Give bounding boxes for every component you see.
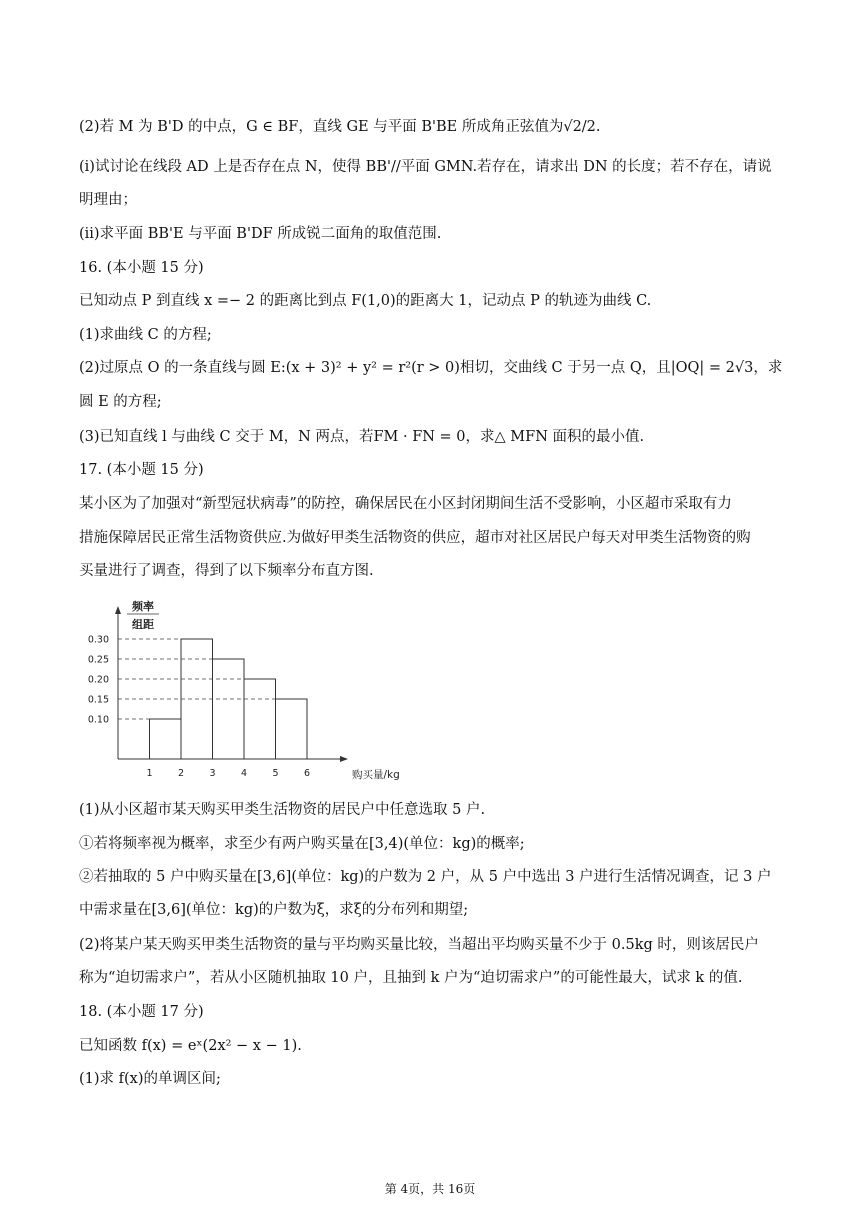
text-line: 明理由； (79, 192, 137, 208)
text-line: 中需求量在[3,6](单位：kg)的户数为ξ，求ξ的分布列和期望; (79, 902, 469, 918)
text-line: (1)求 f(x)的单调区间; (79, 1071, 221, 1087)
x-tick-label: 6 (303, 768, 311, 779)
y-axis-label-numerator: 频率 (132, 600, 154, 613)
page-footer: 第 4页，共 16页 (384, 1182, 476, 1196)
text-line: 称为“迫切需求户”，若从小区随机抽取 10 户，且抽到 k 户为“迫切需求户”的可能性最大，试求 k 的值. (79, 970, 743, 986)
x-tick-label: 2 (177, 768, 185, 779)
y-tick-label: 0.15 (87, 694, 109, 706)
x-tick-label: 1 (146, 768, 153, 779)
x-tick-label: 5 (272, 768, 279, 779)
x-axis-arrow-icon (340, 756, 348, 762)
text-line: 买量进行了调查，得到了以下频率分布直方图. (79, 563, 374, 579)
y-tick-label: 0.25 (87, 654, 109, 666)
problem-heading: 17. (本小题 15 分) (79, 462, 204, 478)
text-line: ①若将频率视为概率，求至少有两户购买量在[3,4)(单位：kg)的概率; (79, 836, 525, 852)
text-line: 已知动点 P 到直线 x =− 2 的距离比到点 F(1,0)的距离大 1，记动点 P 的轨迹为曲线 C. (79, 293, 652, 309)
text-line: (1)求曲线 C 的方程; (79, 327, 212, 343)
y-axis-arrow-icon (115, 606, 121, 614)
histogram-bar (213, 659, 245, 759)
histogram-bar (244, 679, 276, 759)
y-axis-label-denominator: 组距 (132, 618, 154, 631)
frequency-histogram (75, 596, 435, 796)
x-tick-label: 3 (209, 768, 216, 779)
text-line: (2)将某户某天购买甲类生活物资的量与平均购买量比较，当超出平均购买量不少于 0.5kg 时，则该居民户 (79, 937, 759, 953)
problem-heading: 18. (本小题 17 分) (79, 1004, 204, 1020)
text-line: (3)已知直线 l 与曲线 C 交于 M，N 两点，若FM · FN = 0，求△ MFN 面积的最小值. (79, 429, 645, 445)
histogram-bar (150, 719, 182, 759)
text-line: 圆 E 的方程; (79, 394, 162, 410)
text-line: 某小区为了加强对“新型冠状病毒”的防控，确保居民在小区封闭期间生活不受影响，小区超市采取有力 (79, 496, 732, 512)
text-line: (2)过原点 O 的一条直线与圆 E:(x + 3)² + y² = r²(r > 0)相切，交曲线 C 于另一点 Q，且|OQ| = 2√3，求 (79, 360, 783, 376)
text-line: 措施保障居民正常生活物资供应.为做好甲类生活物资的供应，超市对社区居民户每天对甲类生活物资的购 (79, 530, 751, 546)
x-tick-label: 4 (240, 768, 248, 779)
text-line: 已知函数 f(x) = eˣ(2x² − x − 1). (79, 1038, 302, 1054)
x-axis-label: 购买量/kg (352, 769, 400, 781)
text-line: ②若抽取的 5 户中购买量在[3,6](单位：kg)的户数为 2 户，从 5 户中选出 3 户进行生活情况调查，记 3 户 (79, 869, 772, 885)
histogram-bar (276, 699, 308, 759)
text-line: (i)试讨论在线段 AD 上是否存在点 N，使得 BB'//平面 GMN.若存在，请求出 DN 的长度；若不存在，请说 (79, 159, 772, 175)
text-line: (ii)求平面 BB'E 与平面 B'DF 所成锐二面角的取值范围. (79, 226, 442, 242)
text-line: (1)从小区超市某天购买甲类生活物资的居民户中任意选取 5 户. (79, 802, 486, 818)
text-line: (2)若 M 为 B'D 的中点，G ∈ BF，直线 GE 与平面 B'BE 所成角正弦值为√2/2. (79, 119, 601, 135)
y-tick-label: 0.20 (87, 674, 109, 686)
problem-heading: 16. (本小题 15 分) (79, 260, 204, 276)
y-tick-label: 0.30 (87, 634, 109, 646)
y-tick-label: 0.10 (87, 714, 109, 726)
